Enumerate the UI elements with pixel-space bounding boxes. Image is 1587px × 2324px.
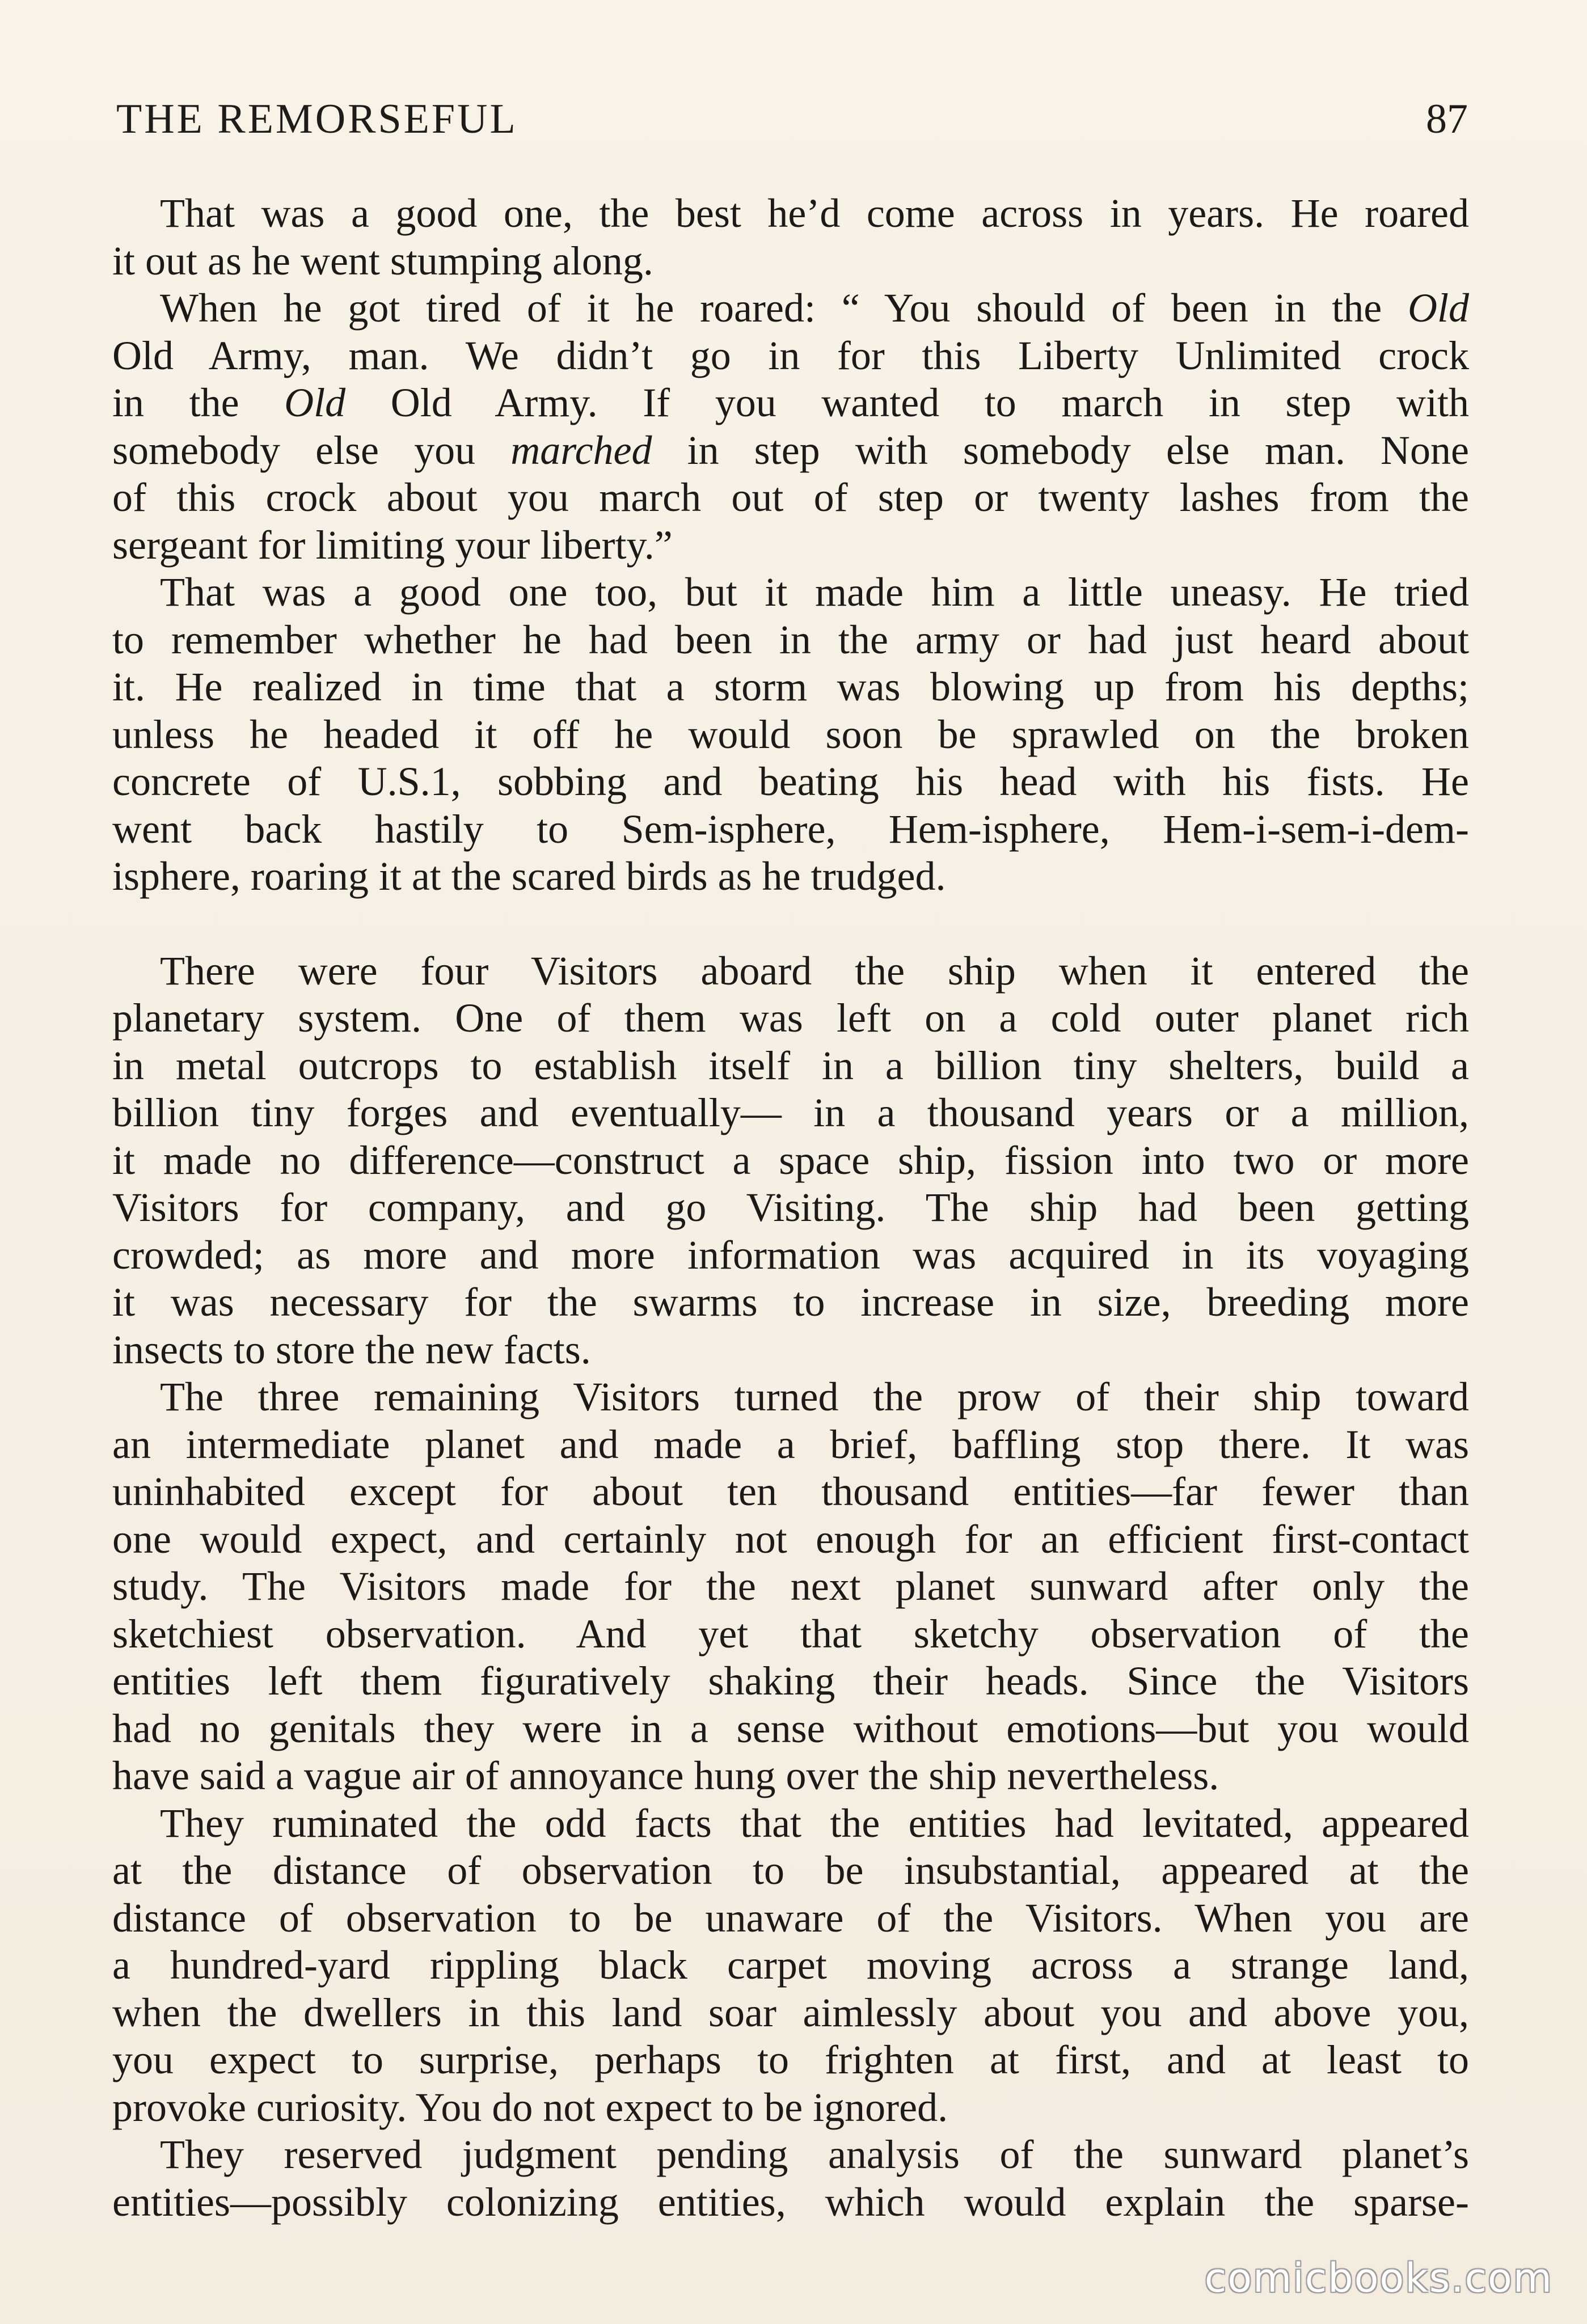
text-line: an intermediate planet and made a brief, baffling stop there. It was: [112, 1421, 1469, 1467]
text-line: insects to store the new facts.: [112, 1326, 591, 1372]
text-line: have said a vague air of annoyance hung over the ship nevertheless.: [112, 1753, 1219, 1798]
text-line: That was a good one, the best he’d come across in years. He roared: [160, 191, 1469, 236]
text-line: entities left them figuratively shaking their heads. Since the Visitors: [112, 1658, 1469, 1704]
text-line: had no genitals they were in a sense without emotions—but you would: [112, 1705, 1469, 1751]
text-line: They ruminated the odd facts that the entities had levitated, appeared: [160, 1800, 1469, 1846]
text-line: crowded; as more and more information was acquired in its voyaging: [112, 1232, 1469, 1278]
text-line: distance of observation to be unaware of the Visitors. When you are: [112, 1895, 1469, 1941]
paragraph: [112, 1800, 1469, 2132]
section-break: [112, 901, 1469, 948]
text-line: it out as he went stumping along.: [112, 238, 653, 284]
text-line: They reserved judgment pending analysis of the sunward planet’s: [160, 2132, 1469, 2177]
paragraph: [112, 2131, 1469, 2226]
text-line: it. He realized in time that a storm was blowing up from his depths;: [112, 664, 1469, 709]
text-line: planetary system. One of them was left on a cold outer planet rich: [112, 995, 1469, 1041]
text-line: somebody else you marched in step with somebody else man. None: [112, 427, 1469, 473]
text-line: isphere, roaring it at the scared birds as he trudged.: [112, 853, 946, 899]
watermark-logo: comicbooks.com: [1204, 2255, 1553, 2301]
text-line: one would expect, and certainly not enough for an efficient first-contact: [112, 1516, 1469, 1562]
page-header: [116, 95, 1468, 158]
text-line: The three remaining Visitors turned the prow of their ship toward: [160, 1374, 1469, 1419]
paragraph: [112, 285, 1469, 569]
text-line: it was necessary for the swarms to increase in size, breeding more: [112, 1279, 1469, 1325]
text-line: in the Old Old Army. If you wanted to march in step with: [112, 380, 1469, 425]
text-line: at the distance of observation to be insubstantial, appeared at the: [112, 1848, 1469, 1893]
text-line: Visitors for company, and go Visiting. The ship had been getting: [112, 1185, 1469, 1230]
text-line: sergeant for limiting your liberty.”: [112, 522, 673, 568]
text-line: went back hastily to Sem-isphere, Hem-isphere, Hem-i-sem-i-dem-: [112, 806, 1469, 852]
running-head: THE REMORSEFUL: [116, 96, 518, 142]
text-line: a hundred-yard rippling black carpet moving across a strange land,: [112, 1942, 1469, 1988]
page-number: 87: [1426, 96, 1468, 142]
body-text: [112, 190, 1469, 2226]
text-line: That was a good one too, but it made him a little uneasy. He tried: [160, 569, 1469, 615]
text-line: of this crock about you march out of step or twenty lashes from the: [112, 475, 1469, 520]
text-line: uninhabited except for about ten thousand entities—far fewer than: [112, 1469, 1469, 1514]
text-line: sketchiest observation. And yet that sketchy observation of the: [112, 1611, 1469, 1657]
text-line: it made no difference—construct a space ship, fission into two or more: [112, 1137, 1469, 1183]
text-line: There were four Visitors aboard the ship when it entered the: [160, 948, 1469, 994]
text-line: When he got tired of it he roared: “ You should of been in the Old: [160, 285, 1469, 331]
paragraph: [112, 190, 1469, 285]
text-line: provoke curiosity. You do not expect to be ignored.: [112, 2084, 948, 2130]
text-line: billion tiny forges and eventually— in a thousand years or a million,: [112, 1090, 1469, 1135]
text-line: study. The Visitors made for the next planet sunward after only the: [112, 1564, 1469, 1609]
text-line: Old Army, man. We didn’t go in for this Liberty Unlimited crock: [112, 332, 1469, 378]
paragraph: [112, 569, 1469, 901]
text-line: when the dwellers in this land soar aimlessly about you and above you,: [112, 1989, 1469, 2035]
text-line: unless he headed it off he would soon be sprawled on the broken: [112, 711, 1469, 757]
text-line: in metal outcrops to establish itself in a billion tiny shelters, build a: [112, 1042, 1469, 1088]
text-line: you expect to surprise, perhaps to frighten at first, and at least to: [112, 2037, 1469, 2082]
text-line: entities—possibly colonizing entities, which would explain the sparse-: [112, 2179, 1469, 2225]
paragraph: [112, 1374, 1469, 1800]
text-line: to remember whether he had been in the army or had just heard about: [112, 616, 1469, 662]
text-line: concrete of U.S.1, sobbing and beating his head with his fists. He: [112, 759, 1469, 804]
paragraph: [112, 948, 1469, 1374]
